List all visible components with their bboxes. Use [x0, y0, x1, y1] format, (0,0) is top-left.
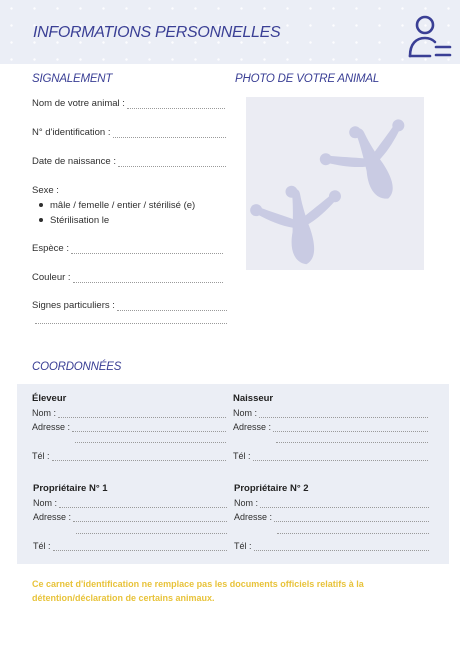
- section-title-photo: PHOTO DE VOTRE ANIMAL: [235, 73, 380, 85]
- fill-line: [58, 410, 226, 418]
- fill-line: [273, 424, 428, 432]
- fill-line-extra[interactable]: [35, 323, 227, 324]
- proprietaire1-title: Propriétaire N° 1: [33, 483, 108, 494]
- field-label: Nom :: [234, 498, 259, 508]
- naisseur-adresse-field[interactable]: [233, 422, 428, 432]
- fill-line: [113, 129, 227, 138]
- fill-line: [53, 543, 227, 551]
- field-nom-animal[interactable]: [32, 98, 225, 109]
- sterilisation-option[interactable]: Stérilisation le: [38, 213, 195, 228]
- fill-line: [118, 158, 226, 167]
- proprietaire1-nom-field[interactable]: [33, 498, 227, 508]
- paw-prints-icon: [246, 97, 424, 270]
- user-list-icon: [406, 14, 452, 60]
- eleveur-adresse-line2[interactable]: [75, 442, 226, 443]
- field-espece[interactable]: [32, 243, 223, 254]
- proprietaire2-nom-field[interactable]: [234, 498, 429, 508]
- eleveur-tel-field[interactable]: [32, 451, 226, 461]
- field-label: Tél :: [234, 541, 252, 551]
- field-sexe-label: [32, 185, 59, 196]
- fill-line: [254, 543, 429, 551]
- field-label: Nom :: [233, 408, 258, 418]
- proprietaire1-adresse-field[interactable]: [33, 512, 227, 522]
- naisseur-adresse-line2[interactable]: [276, 442, 428, 443]
- fill-line: [274, 514, 429, 522]
- section-title-coordonnees: COORDONNÉES: [32, 361, 122, 373]
- fill-line: [71, 245, 223, 254]
- field-label: Nom de votre animal :: [32, 98, 125, 109]
- fill-line: [72, 424, 226, 432]
- field-label: Nom :: [33, 498, 58, 508]
- field-label: Tél :: [233, 451, 251, 461]
- field-label: Signes particuliers :: [32, 300, 115, 311]
- proprietaire2-adresse-line2[interactable]: [277, 533, 429, 534]
- proprietaire2-tel-field[interactable]: [234, 541, 429, 551]
- field-label: Adresse :: [234, 512, 273, 522]
- eleveur-nom-field[interactable]: [32, 408, 226, 418]
- field-label: N° d'identification :: [32, 127, 111, 138]
- fill-line: [117, 302, 227, 311]
- sexe-options-list: [38, 198, 195, 228]
- field-label: Espèce :: [32, 243, 69, 254]
- proprietaire2-adresse-field[interactable]: [234, 512, 429, 522]
- field-label: Nom :: [32, 408, 57, 418]
- naisseur-title: Naisseur: [233, 393, 274, 404]
- sexe-option[interactable]: mâle / femelle / entier / stérilisé (e): [38, 198, 195, 213]
- field-label: Date de naissance :: [32, 156, 116, 167]
- field-label: Tél :: [32, 451, 50, 461]
- field-date-naissance[interactable]: [32, 156, 226, 167]
- fill-line: [73, 514, 227, 522]
- field-label: Tél :: [33, 541, 51, 551]
- field-couleur[interactable]: [32, 272, 223, 283]
- proprietaire2-title: Propriétaire N° 2: [234, 483, 309, 494]
- fill-line: [73, 274, 223, 283]
- header-banner: [0, 0, 460, 64]
- field-label: Adresse :: [33, 512, 72, 522]
- field-signes-particuliers[interactable]: [32, 300, 227, 311]
- proprietaire1-tel-field[interactable]: [33, 541, 227, 551]
- field-label: Couleur :: [32, 272, 71, 283]
- eleveur-title: Éleveur: [32, 393, 67, 404]
- fill-line: [59, 500, 227, 508]
- naisseur-tel-field[interactable]: [233, 451, 428, 461]
- disclaimer-note: Ce carnet d'identification ne remplace pas les documents officiels relatifs à la détention/déclaration de certains animaux.: [32, 579, 364, 603]
- section-title-signalement: SIGNALEMENT: [32, 73, 113, 85]
- proprietaire1-adresse-line2[interactable]: [76, 533, 227, 534]
- fill-line: [260, 500, 429, 508]
- eleveur-adresse-field[interactable]: [32, 422, 226, 432]
- field-identification[interactable]: [32, 127, 226, 138]
- page-title: INFORMATIONS PERSONNELLES: [33, 24, 281, 41]
- field-label: Sexe :: [32, 185, 59, 196]
- fill-line: [127, 100, 225, 109]
- field-label: Adresse :: [32, 422, 71, 432]
- field-label: Adresse :: [233, 422, 272, 432]
- fill-line: [259, 410, 428, 418]
- fill-line: [253, 453, 428, 461]
- photo-placeholder[interactable]: [246, 97, 424, 270]
- fill-line: [52, 453, 226, 461]
- naisseur-nom-field[interactable]: [233, 408, 428, 418]
